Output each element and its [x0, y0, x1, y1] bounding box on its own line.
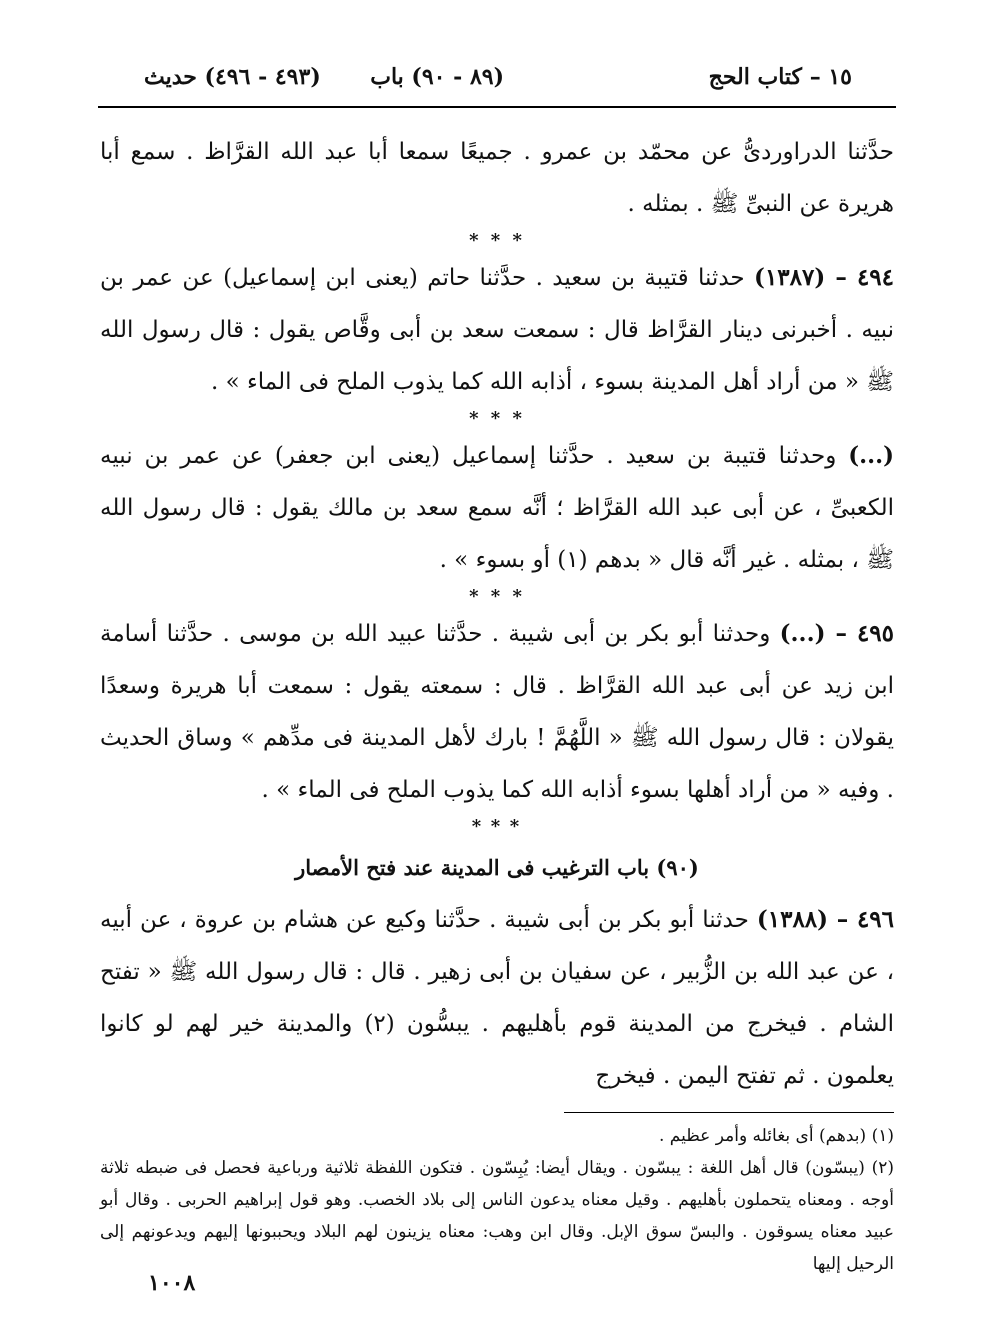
- chapter-separator: * * *: [471, 816, 523, 837]
- hadith-text: وحدثنا قتيبة بن سعيد . حدَّثنا إسماعيل (يعنى ابن جعفر) عن عمر بن نبيه الكعبىِّ ، عن أبى عبد الله القرَّاظ ؛ أنَّه سمع سعد بن مالك يقول : قال رسول الله ﷺ ، بمثله . غير أنَّه قال « بدهم (١) أو بسوء » .: [100, 443, 894, 573]
- hadith-number: ٤٩٤ – (١٣٨٧): [754, 264, 895, 291]
- hadith-text: حدثنا أبو بكر بن أبى شيبة . حدَّثنا وكيع عن هشام بن عروة ، عن أبيه ، عن عبد الله بن الزُّبير ، عن سفيان بن أبى زهير . قال : قال رسول الله ﷺ « تفتح الشام . فيخرج من المدينة قوم بأهليهم . يبسُّون (٢) والمدينة خير لهم لو كانوا يعلمون . ثم تفتح اليمن . فيخرج: [100, 907, 894, 1089]
- header-chapter-range: (٨٩ - ٩٠) باب: [370, 64, 504, 90]
- hadith-text: حدثنا قتيبة بن سعيد . حدَّثنا حاتم (يعنى ابن إسماعيل) عن عمر بن نبيه . أخبرنى دينار القرَّاظ قال : سمعت سعد بن أبى وقَّاص يقول : قال رسول الله ﷺ « من أراد أهل المدينة بسوء ، أذابه الله كما يذوب الملح فى الماء » .: [100, 265, 894, 395]
- header-rule: [98, 106, 896, 108]
- paragraph-text: حدَّثنا الدراوردىُّ عن محمّد بن عمرو . جميعًا سمعا أبا عبد الله القرَّاظ . سمع أبا هريرة عن النبىِّ ﷺ . بمثله .: [100, 139, 894, 217]
- page-number: ١٠٠٨: [148, 1270, 196, 1296]
- hadith-number: ٤٩٥ – (...): [779, 620, 894, 647]
- hadith-496: [100, 894, 894, 1102]
- hadith-494-variant: [100, 430, 894, 586]
- section-separator: * * *: [469, 230, 525, 251]
- footnote-1: (١) (بدهم) أى بغائله وأمر عظيم .: [658, 1126, 894, 1146]
- running-header: [100, 58, 894, 98]
- chapter-title: (٩٠) باب الترغيب فى المدينة عند فتح الأمصار: [295, 855, 699, 880]
- hadith-number: (...): [848, 442, 895, 469]
- header-book-title: ١٥ – كتاب الحج: [708, 64, 852, 90]
- section-separator: * * *: [469, 586, 525, 607]
- paragraph-intro: [100, 126, 894, 230]
- hadith-number: ٤٩٦ – (١٣٨٨): [756, 906, 894, 933]
- hadith-text: وحدثنا أبو بكر بن أبى شيبة . حدَّثنا عبيد الله بن موسى . حدَّثنا أسامة ابن زيد عن أبى عبد الله القرَّاظ . قال : سمعته يقول : سمعت أبا هريرة وسعدًا يقولان : قال رسول الله ﷺ « اللَّهُمَّ ! بارك لأهل المدينة فى مدِّهم » وساق الحديث . وفيه « من أراد أهلها بسوء أذابه الله كما يذوب الملح فى الماء » .: [100, 621, 894, 803]
- footnotes: [100, 1120, 894, 1280]
- section-separator: * * *: [469, 408, 525, 429]
- main-text: [100, 126, 894, 1102]
- footnote-rule: [564, 1112, 894, 1113]
- footnote-2: (٢) (يبسّون) قال أهل اللغة : يبسّون . ويقال أيضا: يُبِسّون . فتكون اللفظة ثلاثية ورباعية فحصل فى ضبطه ثلاثة أوجه . ومعناه يتحملون بأهليهم . وقيل معناه يدعون الناس إلى بلاد الخصب. وهو قول إبراهيم الحربى . وقال أبو عبيد معناه يسوقون . والبسّ سوق الإبل. وقال ابن وهب: معناه يزينون لهم البلاد ويحببونها إليهم ويدعونهم إلى الرحيل إليها: [100, 1158, 894, 1274]
- header-hadith-range: (٤٩٣ - ٤٩٦) حديث: [144, 64, 321, 90]
- hadith-494: [100, 252, 894, 408]
- hadith-495: [100, 608, 894, 816]
